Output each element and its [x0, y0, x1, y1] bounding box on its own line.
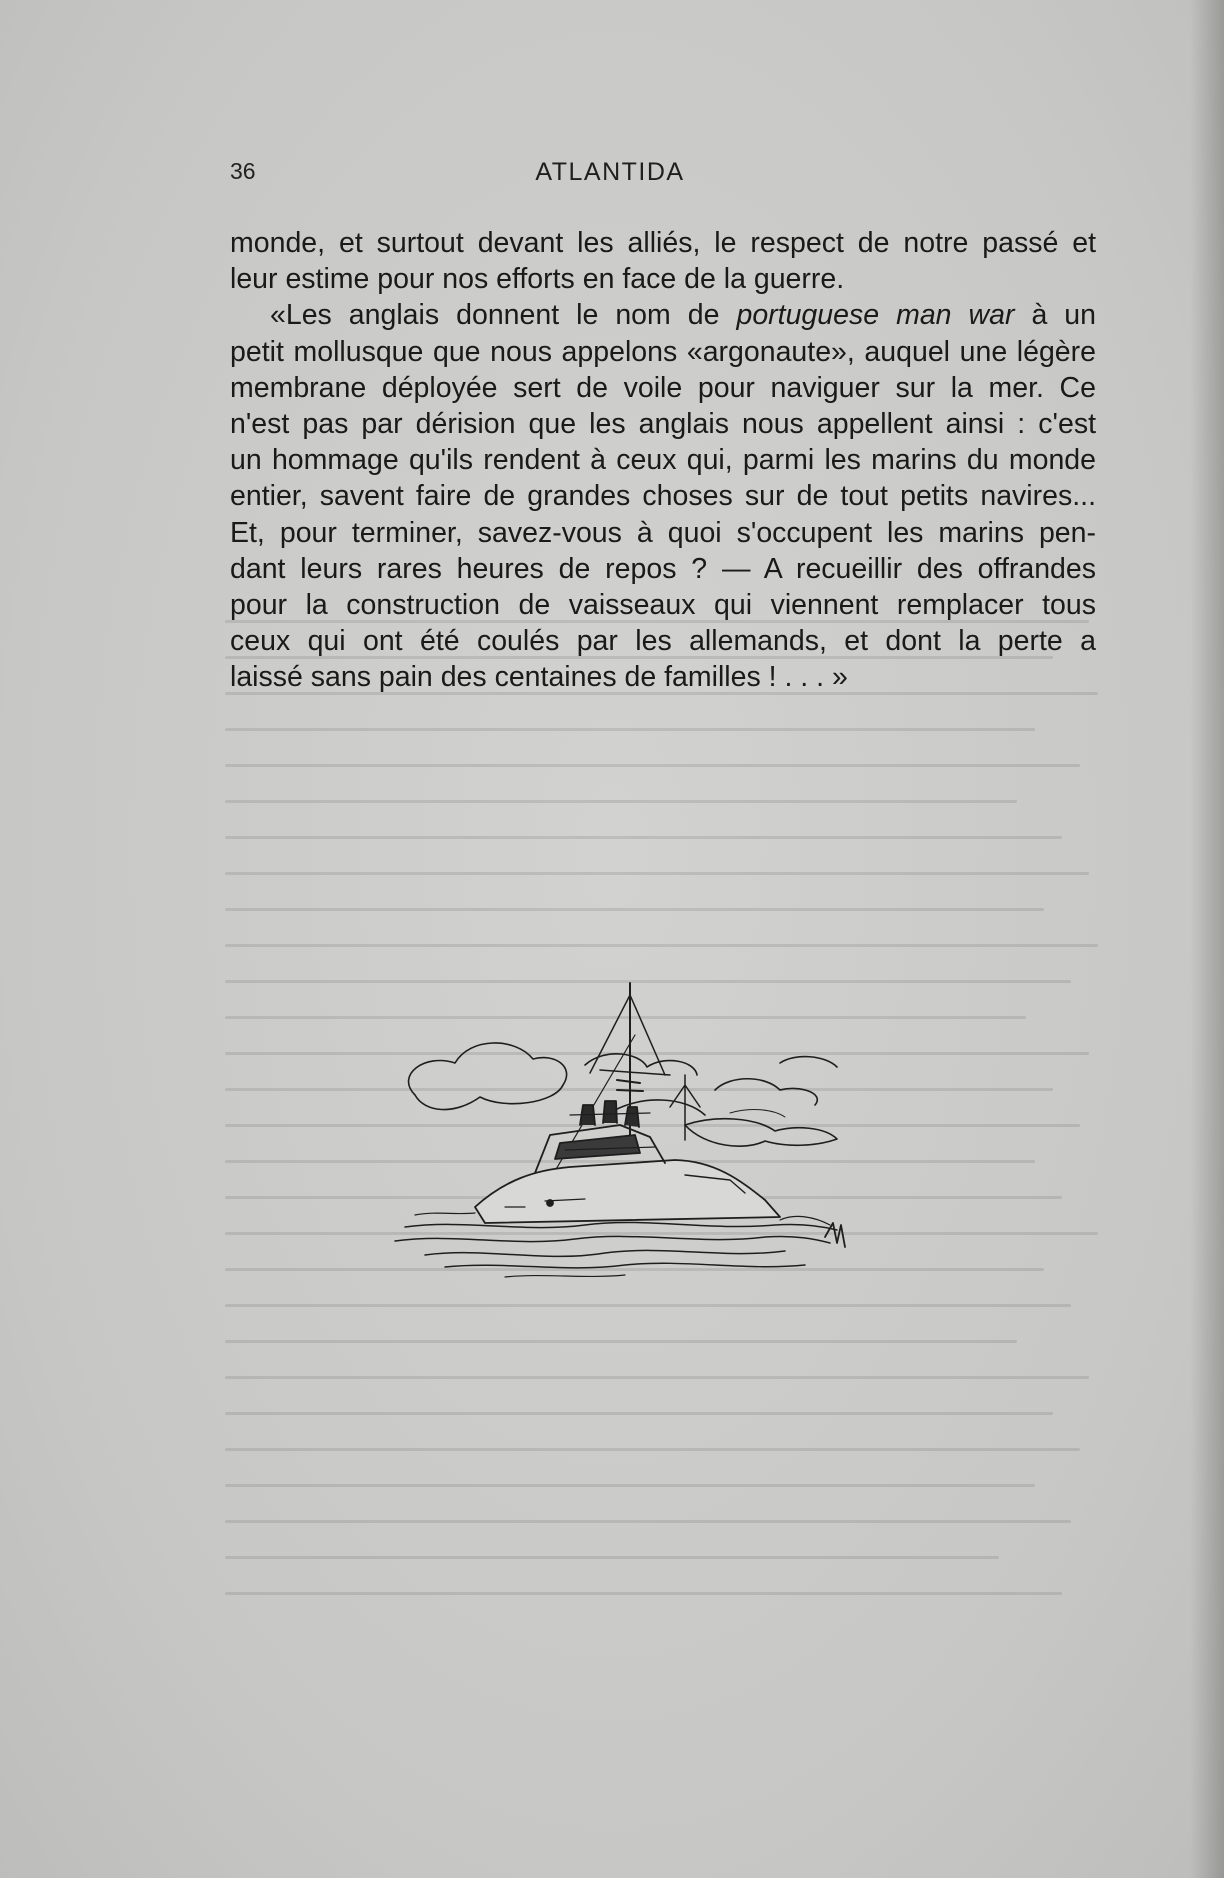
text-span: «Les anglais donnent le nom de [270, 299, 737, 332]
warship-illustration [385, 975, 925, 1325]
text-line: n'est pas par dérision que les anglais nous appellent ainsi : c'est [230, 408, 1096, 441]
text-line: laissé sans pain des centaines de familles ! . . . » [230, 661, 848, 694]
sea-waves [395, 1213, 845, 1277]
text-line: leur estime pour nos efforts en face de la guerre. [230, 263, 845, 296]
body-text [230, 225, 1096, 696]
italic-term: portuguese man war [736, 299, 1015, 332]
text-span: à un [1014, 299, 1097, 332]
text-line: dant leurs rares heures de repos ? — A recueillir des offrandes [230, 552, 1096, 585]
running-head [230, 158, 1110, 198]
running-title: ATLANTIDA [535, 158, 685, 186]
text-line: membrane déployée sert de voile pour naviguer sur la mer. Ce [230, 371, 1096, 404]
page-number: 36 [230, 158, 256, 184]
text-line: un hommage qu'ils rendent à ceux qui, parmi les marins du monde [230, 444, 1096, 477]
smoke-clouds [409, 1043, 837, 1146]
text-line: petit mollusque que nous appelons «argonaute», auquel une légère [230, 335, 1096, 368]
text-line-with-italic [230, 297, 1096, 333]
page-edge-shadow [1190, 0, 1224, 1878]
text-line: Et, pour terminer, savez-vous à quoi s'occupent les marins pen- [230, 516, 1096, 549]
text-line: monde, et surtout devant les alliés, le respect de notre passé et [230, 227, 1096, 259]
text-line: pour la construction de vaisseaux qui viennent remplacer tous [230, 589, 1096, 622]
text-line: ceux qui ont été coulés par les allemands, et dont la perte a [230, 625, 1096, 658]
text-line: entier, savent faire de grandes choses sur de tout petits navires... [230, 480, 1096, 513]
